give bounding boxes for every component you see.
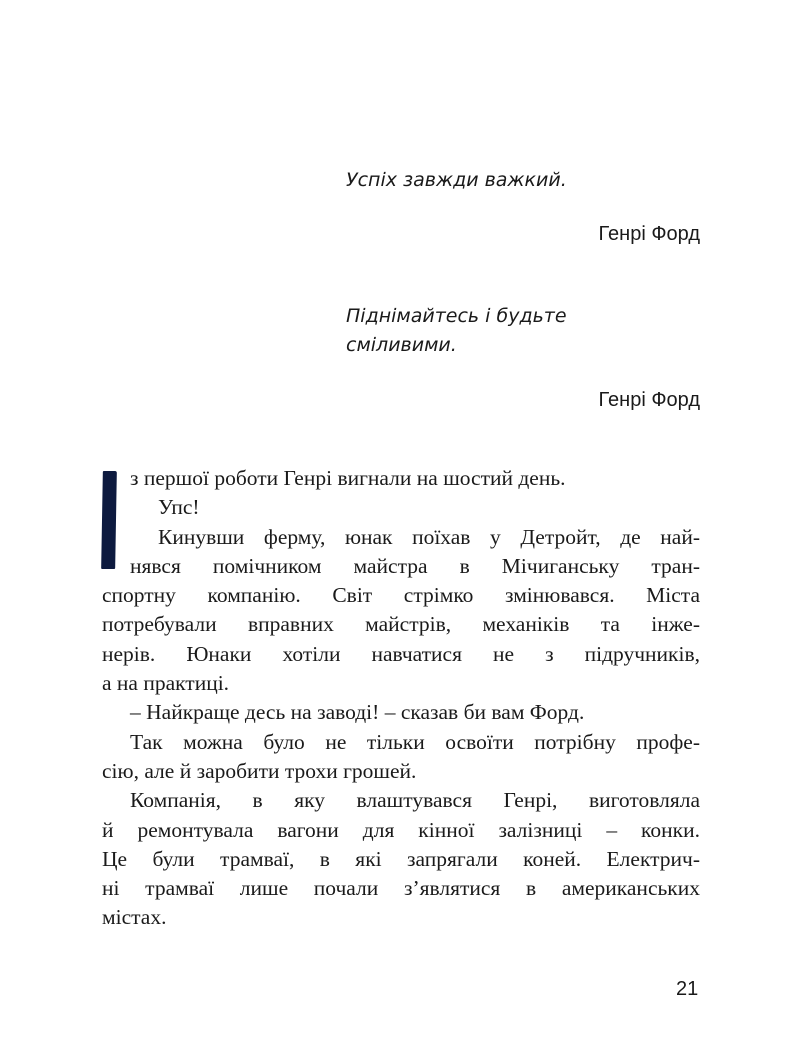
drop-cap-block (102, 464, 700, 581)
page-number: 21 (676, 978, 699, 1000)
text-line: нерів. Юнаки хотіли навчатися не з підручників, (102, 641, 700, 666)
text-line: з першої роботи Генрі вигнали на шостий день. (130, 466, 566, 490)
epigraph-2 (346, 302, 700, 412)
epigraph-author: Генрі Форд (598, 389, 700, 411)
drop-cap-letter (101, 471, 117, 569)
text-line: а на практиці. (102, 671, 230, 696)
text-line: спортну компанію. Світ стрімко змінювався. Міста (102, 583, 700, 608)
epigraph-author: Генрі Форд (598, 223, 700, 245)
text-line: Так можна було не тільки освоїти потрібну профе- (130, 729, 700, 754)
text-line: Компанія, в яку влаштувався Генрі, виготовляла (130, 788, 700, 813)
text-line: Кинувши ферму, юнак поїхав у Детройт, де най- (158, 524, 700, 549)
text-line: Упс! (158, 495, 200, 520)
text-line: нявся помічником майстра в Мічиганську тран- (130, 553, 700, 578)
text-line: Це були трамваї, в які запрягали коней. Електрич- (102, 846, 700, 871)
epigraph-quote-line: сміливими. (346, 334, 457, 356)
epigraph-quote (346, 302, 700, 360)
text-line: й ремонтувала вагони для кінної залізниці – конки. (102, 817, 700, 842)
epigraph-quote: Успіх завжди важкий. (346, 169, 567, 191)
epigraph-1 (346, 166, 700, 246)
text-line: потребували вправних майстрів, механіків та інже- (102, 612, 700, 637)
epigraph-quote-line: Піднімайтесь і будьте (346, 305, 567, 327)
text-line: містах. (102, 905, 167, 930)
text-line: сію, але й заробити трохи грошей. (102, 758, 417, 783)
chapter-body (102, 464, 700, 933)
text-line: ні трамваї лише почали з’являтися в американських (102, 876, 700, 901)
text-line-dialogue: – Найкраще десь на заводі! – сказав би вам Форд. (130, 700, 585, 725)
